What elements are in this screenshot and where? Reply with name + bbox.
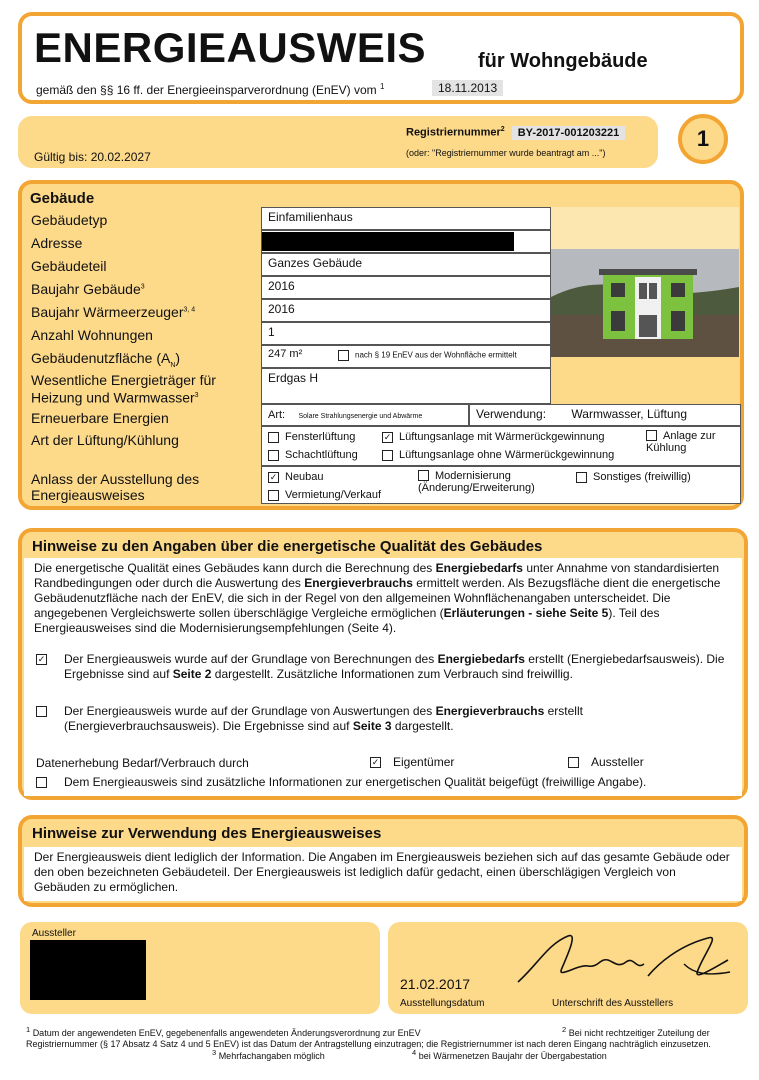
opt1-a: Der Energieausweis wurde auf der Grundlage von Berechnungen des bbox=[64, 652, 438, 666]
footnote-3-sup: 3 bbox=[212, 1048, 217, 1057]
lueftung-option-ohne-wrg[interactable] bbox=[382, 449, 614, 461]
energietraeger-line2-text: Heizung und Warmwasser bbox=[31, 389, 195, 406]
hinweise-verwendung-title: Hinweise zur Verwendung des Energieausweises bbox=[32, 825, 382, 842]
reg-number-row bbox=[406, 126, 625, 139]
anlass-checkbox-sonstiges[interactable] bbox=[576, 472, 587, 483]
signature-label: Unterschrift des Ausstellers bbox=[552, 998, 674, 1009]
enev-subtitle-text: gemäß den §§ 16 ff. der Energieeinsparverordnung (EnEV) vom bbox=[36, 83, 377, 97]
row-label-baujahr-gebaeude bbox=[31, 281, 145, 297]
anlass-options bbox=[261, 466, 741, 504]
valid-until-date: 20.02.2027 bbox=[90, 150, 151, 164]
energietraeger-sup: 3 bbox=[194, 392, 199, 399]
issue-date-label: Ausstellungsdatum bbox=[400, 998, 485, 1009]
row-value-baujahr-gebaeude: 2016 bbox=[261, 276, 551, 299]
valid-until-label: Gültig bis: bbox=[34, 150, 88, 164]
footnote-2 bbox=[26, 1024, 738, 1050]
row-label-anzahl-wohnungen: Anzahl Wohnungen bbox=[31, 327, 153, 343]
anlass-label-modernisierung: Modernisierung (Änderung/Erweiterung) bbox=[418, 470, 535, 494]
nutzflaeche-end: ) bbox=[175, 350, 181, 366]
verwendung-text: Der Energieausweis dient lediglich der Information. Die Angaben im Energieausweis beziehen sich auf das gesamte Gebäude oder den oben bezeichneten Gebäudeteil. Der Energieausweis ist lediglich dafür gedacht, einen überschlägigen Vergleich von Gebäuden zu ermöglichen. bbox=[34, 850, 730, 894]
row-value-baujahr-waermeerzeuger: 2016 bbox=[261, 299, 551, 322]
row-label-gebaeudetyp: Gebäudetyp bbox=[31, 212, 108, 228]
row-value-gebaeudetyp: Einfamilienhaus bbox=[261, 207, 551, 230]
enev-subtitle bbox=[36, 82, 384, 97]
opt1-d: Seite 2 bbox=[172, 667, 212, 681]
p1-c: unter Annahme von standardisierten Randbedingungen oder durch die Auswertung des bbox=[34, 561, 720, 590]
document-title-suffix: für Wohngebäude bbox=[478, 50, 648, 72]
aussteller-label: Aussteller bbox=[32, 928, 76, 939]
redacted-aussteller bbox=[30, 940, 146, 1000]
p1-d: Energieverbrauchs bbox=[304, 576, 413, 590]
row-value-anzahl-wohnungen: 1 bbox=[261, 322, 551, 345]
signature-box bbox=[388, 922, 748, 1014]
datenerhebung-aussteller[interactable] bbox=[568, 755, 644, 770]
footnote-1-sup: 1 bbox=[26, 1025, 31, 1034]
lueftung-checkbox-fenster[interactable] bbox=[268, 432, 279, 443]
nutzflaeche-value: 247 m² bbox=[268, 348, 303, 360]
reg-note: (oder: "Registriernummer wurde beantragt am ...") bbox=[406, 148, 606, 158]
hinweise-qualitaet-body bbox=[24, 558, 742, 796]
lueftung-option-mit-wrg[interactable] bbox=[382, 431, 604, 443]
row-value-erneuerbare-verwendung bbox=[469, 404, 741, 426]
art-value: Solare Strahlungsenergie und Abwärme bbox=[298, 413, 423, 420]
anlass-option-neubau[interactable] bbox=[268, 471, 324, 483]
energietraeger-line2 bbox=[31, 388, 216, 406]
hinweise-qualitaet-box bbox=[18, 528, 748, 800]
baujahr-gebaeude-text: Baujahr Gebäude bbox=[31, 281, 141, 297]
baujahr-waermeerzeuger-text: Baujahr Wärmeerzeuger bbox=[31, 304, 184, 320]
verbrauch-option-text bbox=[64, 704, 734, 734]
hinweise-verwendung-body bbox=[24, 847, 742, 901]
hinweise-qualitaet-title: Hinweise zu den Angaben über die energetische Qualität des Gebäudes bbox=[32, 538, 543, 555]
opt2-e: dargestellt. bbox=[391, 719, 454, 733]
row-label-lueftung: Art der Lüftung/Kühlung bbox=[31, 432, 179, 448]
lueftung-label-kuehlung: Anlage zur Kühlung bbox=[646, 430, 716, 454]
anlass-label-sonstiges: Sonstiges (freiwillig) bbox=[593, 471, 691, 483]
anlass-line1: Anlass der Ausstellung des bbox=[31, 471, 200, 487]
footnote-2-sup: 2 bbox=[562, 1025, 567, 1034]
reg-number-label: Registriernummer bbox=[406, 126, 501, 139]
hinweise-verwendung-box bbox=[18, 815, 748, 907]
anlass-line2: Energieausweises bbox=[31, 487, 145, 503]
verwendung-value: Warmwasser, Lüftung bbox=[571, 407, 688, 421]
p1-b: Energiebedarfs bbox=[435, 561, 523, 575]
opt2-a: Der Energieausweis wurde auf der Grundlage von Auswertungen des bbox=[64, 704, 436, 718]
lueftung-option-schacht[interactable] bbox=[268, 449, 358, 461]
nutzflaeche-text: Gebäudenutzfläche (A bbox=[31, 350, 171, 366]
footnote-3 bbox=[212, 1047, 325, 1062]
enev-date: 18.11.2013 bbox=[432, 80, 503, 96]
lueftung-option-kuehlung[interactable] bbox=[646, 430, 736, 454]
lueftung-checkbox-ohne-wrg[interactable] bbox=[382, 450, 393, 461]
art-label: Art: bbox=[268, 409, 286, 421]
row-label-energietraeger bbox=[31, 372, 216, 406]
page-number-badge bbox=[678, 114, 728, 164]
page-number: 1 bbox=[696, 126, 710, 151]
anlass-option-vermietung[interactable] bbox=[268, 489, 381, 501]
document-title: ENERGIEAUSWEIS bbox=[34, 24, 427, 71]
anlass-checkbox-modernisierung[interactable] bbox=[418, 470, 429, 481]
header-box bbox=[18, 12, 744, 104]
footnote-4-text: bei Wärmenetzen Baujahr der Übergabestation bbox=[418, 1051, 607, 1061]
zusatz-checkbox[interactable] bbox=[36, 777, 47, 788]
verwendung-label: Verwendung: bbox=[476, 407, 547, 421]
lueftung-checkbox-schacht[interactable] bbox=[268, 450, 279, 461]
datenerhebung-label: Datenerhebung Bedarf/Verbrauch durch bbox=[36, 756, 249, 770]
lueftung-option-fenster[interactable] bbox=[268, 431, 355, 443]
bedarf-option-text bbox=[64, 652, 734, 682]
building-photo bbox=[551, 207, 739, 357]
lueftung-checkbox-mit-wrg[interactable]: ✓ bbox=[383, 431, 392, 442]
row-label-adresse: Adresse bbox=[31, 235, 83, 251]
eigentuemer-label: Eigentümer bbox=[393, 755, 455, 769]
redacted-address bbox=[262, 232, 514, 251]
gebaeude-title: Gebäude bbox=[30, 190, 95, 207]
anlass-option-sonstiges[interactable] bbox=[576, 471, 691, 483]
verbrauch-checkbox[interactable] bbox=[36, 706, 47, 717]
lueftung-options bbox=[261, 426, 741, 466]
opt2-d: Seite 3 bbox=[352, 719, 392, 733]
nutzflaeche-checkbox[interactable] bbox=[338, 350, 349, 361]
opt1-e: dargestellt. Zusätzliche Informationen zum Verbrauch sind freiwillig. bbox=[211, 667, 573, 681]
reg-number-value: BY-2017-001203221 bbox=[512, 126, 626, 140]
valid-until bbox=[34, 150, 151, 164]
aussteller-box bbox=[20, 922, 380, 1014]
lueftung-label-schacht: Schachtlüftung bbox=[285, 449, 358, 461]
issue-date: 21.02.2017 bbox=[400, 976, 471, 992]
row-value-energietraeger: Erdgas H bbox=[261, 368, 551, 404]
datenerhebung-eigentuemer[interactable] bbox=[370, 755, 454, 770]
nutzflaeche-note-text: nach § 19 EnEV aus der Wohnfläche ermittelt bbox=[355, 350, 517, 360]
bedarf-checkbox[interactable]: ✓ bbox=[37, 654, 46, 664]
aussteller-checkbox[interactable] bbox=[568, 757, 579, 768]
row-value-erneuerbare-art bbox=[261, 404, 469, 426]
building-image bbox=[551, 207, 739, 357]
row-value-gebaeudeteil: Ganzes Gebäude bbox=[261, 253, 551, 276]
row-label-nutzflaeche bbox=[31, 350, 180, 369]
lueftung-label-ohne-wrg: Lüftungsanlage ohne Wärmerückgewinnung bbox=[399, 449, 615, 461]
row-label-erneuerbare: Erneuerbare Energien bbox=[31, 410, 169, 426]
opt2-c: erstellt (Energieverbrauchsausweis). Die Ergebnisse sind auf bbox=[64, 704, 583, 733]
row-label-anlass bbox=[31, 471, 199, 503]
anlass-option-modernisierung[interactable] bbox=[418, 470, 568, 494]
lueftung-label-fenster: Fensterlüftung bbox=[285, 431, 356, 443]
footnote-2-text: Bei nicht rechtzeitiger Zuteilung der Registriernummer (§ 17 Absatz 4 Satz 4 und 5 EnEV) ist das Datum der Antragstellung einzutragen; die Registriernummer ist nach deren Eingang nachträglich einzusetzen. bbox=[26, 1028, 711, 1049]
nutzflaeche-note bbox=[338, 350, 517, 361]
registration-box bbox=[18, 116, 658, 168]
anlass-label-neubau: Neubau bbox=[285, 471, 324, 483]
signature-image bbox=[508, 924, 738, 994]
footnote-4 bbox=[412, 1047, 607, 1062]
row-label-baujahr-waermeerzeuger bbox=[31, 304, 195, 320]
anlass-checkbox-neubau[interactable]: ✓ bbox=[269, 471, 278, 482]
zusatz-text: Dem Energieausweis sind zusätzliche Informationen zur energetischen Qualität beigefügt (freiwillige Angabe). bbox=[64, 775, 647, 789]
enev-subtitle-sup: 1 bbox=[379, 82, 385, 91]
reg-number-sup: 2 bbox=[500, 126, 505, 133]
aussteller-option-label: Aussteller bbox=[591, 755, 644, 769]
lueftung-checkbox-kuehlung[interactable] bbox=[646, 430, 657, 441]
anlass-label-vermietung: Vermietung/Verkauf bbox=[285, 489, 382, 501]
footnote-4-sup: 4 bbox=[412, 1048, 417, 1057]
opt2-b: Energieverbrauchs bbox=[435, 704, 545, 718]
opt1-c: erstellt (Energiebedarfsausweis). Die Ergebnisse sind auf bbox=[64, 652, 725, 681]
nutzflaeche-sub: N bbox=[170, 361, 176, 369]
baujahr-waermeerzeuger-sup: 3, 4 bbox=[183, 306, 196, 314]
opt1-b: Energiebedarfs bbox=[437, 652, 525, 666]
baujahr-gebaeude-sup: 3 bbox=[140, 283, 145, 291]
footnote-1-text: Datum der angewendeten EnEV, gegebenenfalls angewendeten Änderungsverordnung zur EnEV bbox=[32, 1028, 421, 1038]
eigentuemer-checkbox[interactable]: ✓ bbox=[371, 757, 380, 768]
energietraeger-line1: Wesentliche Energieträger für bbox=[31, 372, 216, 388]
lueftung-label-mit-wrg: Lüftungsanlage mit Wärmerückgewinnung bbox=[399, 431, 605, 443]
footnote-3-text: Mehrfachangaben möglich bbox=[218, 1051, 325, 1061]
p1-e: ermittelt werden. Als Bezugsfläche dient die energetische Gebäudenutzfläche nach der EnEV, die sich in der Regel von den allgemeinen Wohnflächenangaben unterscheidet. Die angegebenen Vergleichswerte sollen überschlägige Vergleiche ermöglichen ( bbox=[34, 576, 721, 620]
qualitaet-paragraph bbox=[34, 561, 734, 636]
p1-a: Die energetische Qualität eines Gebäudes kann durch die Berechnung des bbox=[34, 561, 436, 575]
row-label-gebaeudeteil: Gebäudeteil bbox=[31, 258, 107, 274]
anlass-checkbox-vermietung[interactable] bbox=[268, 490, 279, 501]
p1-f: Erläuterungen - siehe Seite 5 bbox=[443, 606, 609, 620]
p1-g: ). Teil des Energieausweises sind die Modernisierungsempfehlungen (Seite 4). bbox=[34, 606, 660, 635]
row-value-nutzflaeche bbox=[261, 345, 551, 368]
